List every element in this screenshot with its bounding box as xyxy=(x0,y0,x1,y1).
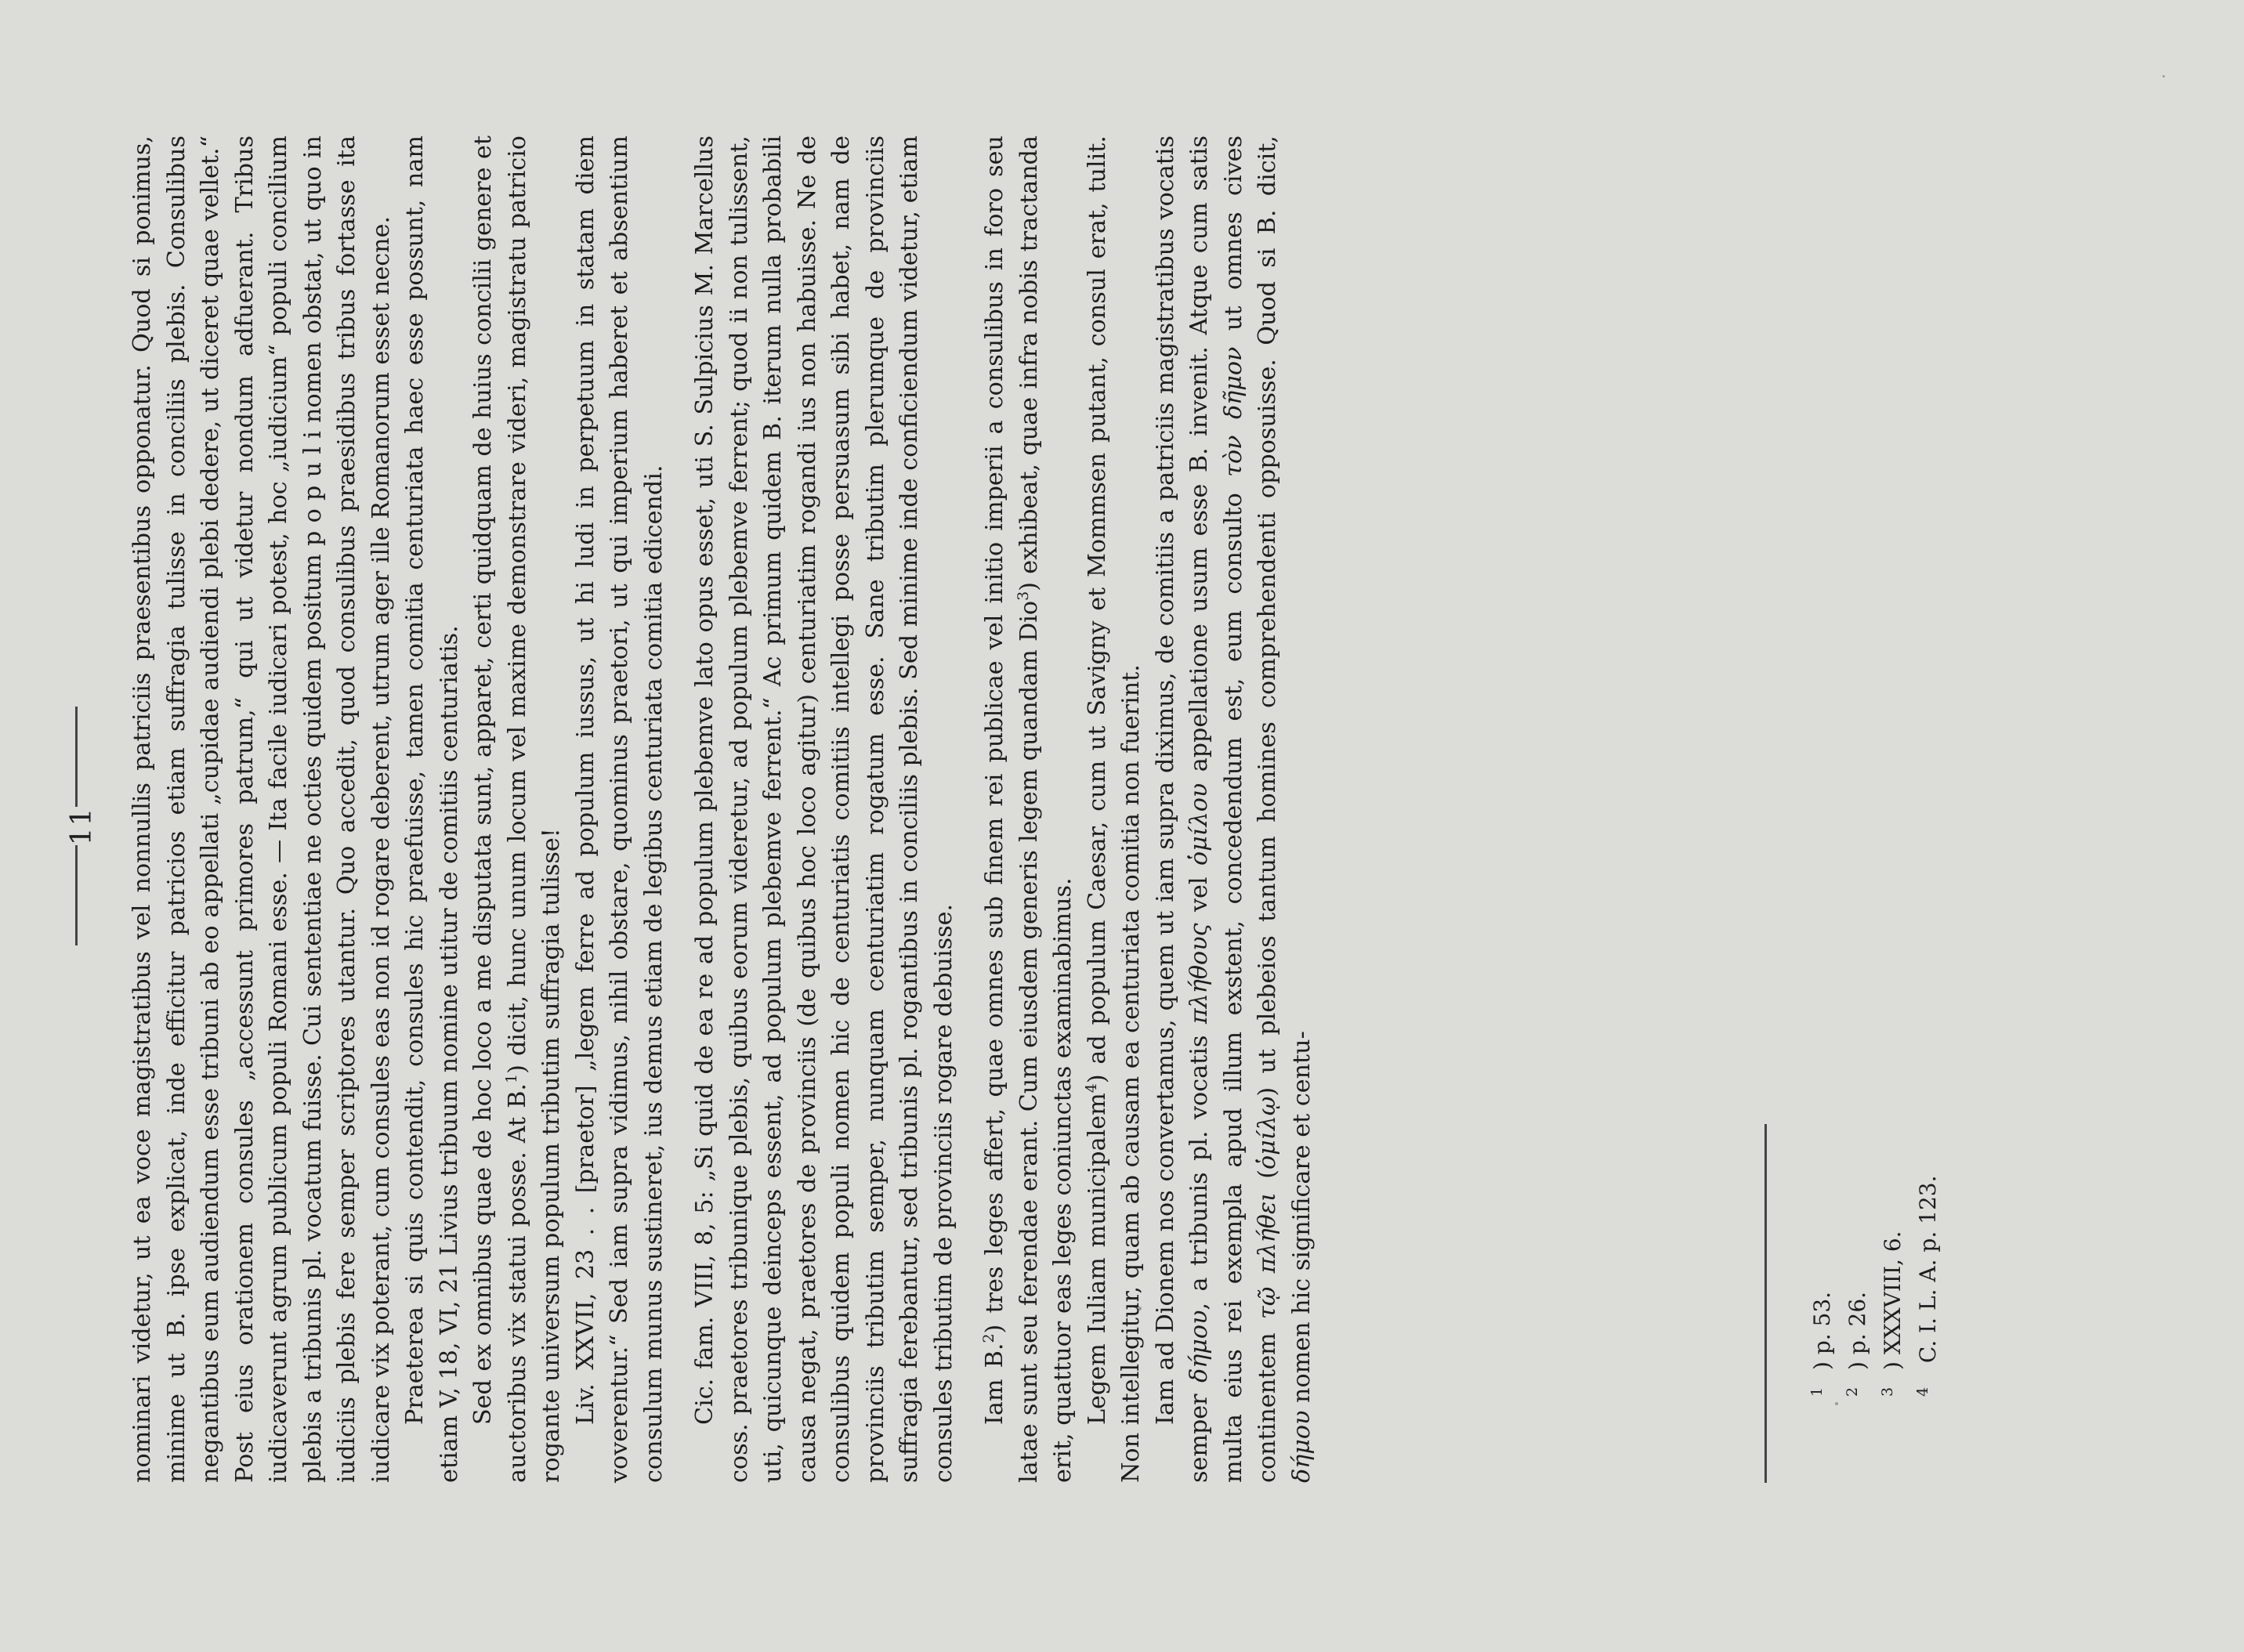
paragraph-text: ) tres leges affert, quae omnes sub finem rei publicae vel initio imperii a consulibus in foro seu latae sunt seu ferendae erant. Cum eiusdem generis legem quandam Dio xyxy=(981,136,1043,1483)
footnote-mark: 3 xyxy=(1879,1386,1896,1397)
footnote-text: ) p. 26. xyxy=(1844,1291,1870,1370)
paragraph-text: appellatione usum esse B. invenit. Atque cum satis multa eius rei exempla apud illum exstent, concedendum est, eum consulto xyxy=(1185,136,1247,1483)
paragraph-text: Iam ad Dionem nos convertamus, quem ut iam supra diximus, de comitiis a patriciis magistratibus vocatis semper xyxy=(1151,136,1213,1483)
paragraph-6 xyxy=(978,136,1080,1483)
paragraph-text: ut omnes cives continentem xyxy=(1219,135,1281,1483)
paragraph-text: Praeterea si quis contendit, consules hic praefuisse, tamen comitia centuriata haec esse possunt, nam etiam V, 18, VI, 21 Livius tribuum nomine utitur de comitiis centuriatis. xyxy=(401,136,463,1483)
footnote-ref: 2 xyxy=(979,1333,997,1343)
footnote-text: C. I. L. A. p. 123. xyxy=(1915,1175,1941,1370)
paragraph-text: ( xyxy=(1254,1169,1281,1193)
paragraph-8 xyxy=(1149,136,1319,1483)
paragraph-text: ) ut plebeios tantum homines comprehendenti opposuisse. Quod si B. dicit, xyxy=(1254,135,1281,1097)
paragraph-text: Cic. fam. VIII, 8, 5: „Si quid de ea re ad populum plebemve lato opus esset, uti S. Sulpicius M. Marcellus coss. praetores tribunique plebis, quibus eorum videretur, ad populum plebemve ferrent; quod ii non tulissent, uti, quicunque deinceps essent, ad populum plebemve ferrent.“ Ac primum quidem B. iterum nulla probabili causa negat, praetores de provinciis (de quibus hoc loco agitur) centuriatim rogandi ius non habuisse. Ne de consulibus quidem populi nomen hic de centuriatis comitiis intellegi posse persuasum sibi habet, nam de provinciis tributim semper, nunquam centuriatim rogatum esse. Sane tributim plerumque de provinciis suffragia ferebantur, sed tribunis pl. rogantibus in conciliis plebis. Sed minime inde conficiendum videtur, etiam consules tributim de provinciis rogare debuisse. xyxy=(691,136,957,1483)
page-number: 11 xyxy=(66,806,98,846)
footnote-ref: 3 xyxy=(1014,591,1032,601)
paragraph-text: ) exhibeat, quae infra nobis tractanda erit, quattuor eas leges coniunctas examinabimus. xyxy=(1015,136,1077,1483)
footnote-ref: 4 xyxy=(1082,1083,1100,1094)
paragraph-2 xyxy=(398,136,466,1483)
footnote-text: ) p. 53. xyxy=(1809,1291,1835,1370)
greek-term: πλήθους xyxy=(1185,923,1213,1025)
footnote-separator xyxy=(1764,1124,1767,1483)
paragraph-3 xyxy=(466,136,569,1483)
paragraph-text: Liv. XXVII, 23 . . [praetor] „legem ferre ad populum iussus, ut hi ludi in perpetuum in statam diem voverentur.“ Sed iam supra vidimus, nihil obstare, quominus praetori, ut qui imperium haberet et absentium consulum munus sustineret, ius demus etiam de legibus centuriata comitia edicendi. xyxy=(571,136,668,1483)
paragraph-5 xyxy=(688,136,961,1483)
greek-term: δήμου xyxy=(1185,1310,1213,1383)
greek-term: δήμου xyxy=(1287,1410,1316,1483)
footnote-mark: 1 xyxy=(1808,1386,1826,1397)
body-text xyxy=(125,136,1319,1483)
paragraph-7 xyxy=(1080,136,1149,1483)
footnote-mark: 4 xyxy=(1914,1386,1931,1397)
paragraph-text: ) ad populum Caesar, cum ut Savigny et Mommsen putant, consul erat, tulit. Non intellegitur, quam ab causam ea centuriata comitia non fuerint. xyxy=(1083,136,1145,1483)
footnote-text: ) XXXVIII, 6. xyxy=(1880,1231,1906,1370)
greek-term: ὁμίλου xyxy=(1185,783,1213,866)
footnote-4 xyxy=(1908,692,1943,1397)
paragraph-text: nomen hic significare et centu- xyxy=(1287,1031,1316,1411)
page-number-rule-right xyxy=(75,707,78,807)
paragraph-text: nominari videtur, ut ea voce magistratibus vel nonnullis patriciis praesentibus opponatur. Quod si ponimus, minime ut B. ipse explicat, inde efficitur patricios etiam suffragia tulisse in conciliis plebis. Consulibus negantibus eum audiendum esse tribuni ab eo appellati „cupidae audiendi plebi dedere, ut diceret quae vellet.“ Post eius orationem consules „accessunt primores patrum,“ qui ut videtur nondum adfuerant. Tribus iudicaverunt agrum publicum populi Romani esse. — Ita facile iudicari potest, hoc „iudicium“ populi concilium plebis a tribunis pl. vocatum fuisse. Cui sententiae ne octies quidem positum p o p u l i nomen obstat, ut quo in iudiciis plebis fere semper scriptores utantur. Quo accedit, quod consulibus praesidibus tribus fortasse ita iudicare vix poterant, cum consules eas non id rogare deberent, utrum ager ille Romanorum esset necne. xyxy=(128,136,395,1483)
paragraph-text: , a tribunis pl. vocatis xyxy=(1185,1024,1213,1310)
greek-term: τὸν δῆμον xyxy=(1219,346,1247,477)
greek-term: ὁμίλῳ xyxy=(1254,1096,1281,1170)
footnote-1 xyxy=(1802,692,1837,1397)
footnote-3 xyxy=(1873,692,1908,1397)
paragraph-text: Sed ex omnibus quae de hoc loco a me disputata sunt, apparet, certi quidquam de huius concilii genere et auctoribus vix statui posse. At B. xyxy=(469,136,531,1483)
footnotes xyxy=(1802,692,1943,1397)
paragraph-text: ) dicit, hunc unum locum vel maxime demonstrare videri, magistratu patricio rogante universum populum tributim suffragia tulisse! xyxy=(503,136,565,1483)
paragraph-4 xyxy=(569,136,671,1483)
footnote-ref: 1 xyxy=(502,1073,520,1083)
paragraph-text: Legem Iuliam municipalem xyxy=(1083,1093,1111,1425)
paragraph-1 xyxy=(125,136,398,1483)
greek-term: τῷ πλήθει xyxy=(1254,1192,1281,1319)
paragraph-text: Iam B. xyxy=(981,1343,1008,1425)
paragraph-text: vel xyxy=(1185,866,1213,924)
footnote-2 xyxy=(1837,692,1873,1397)
footnote-mark: 2 xyxy=(1844,1386,1861,1397)
